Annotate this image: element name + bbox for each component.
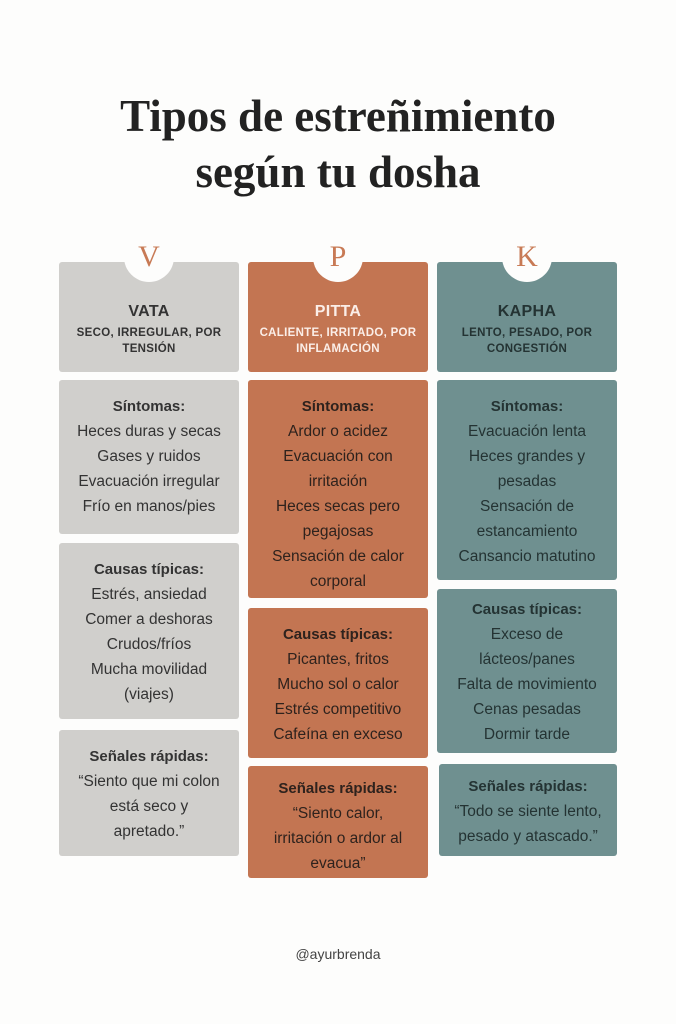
quote-line: “Siento que mi colon bbox=[78, 773, 220, 790]
dosha-description: SECO, IRREGULAR, POR TENSIÓN bbox=[76, 327, 222, 355]
senales-heading: Señales rápidas: bbox=[468, 778, 588, 795]
senales-heading: Señales rápidas: bbox=[89, 748, 209, 765]
letter-badge-vata: V bbox=[124, 232, 174, 282]
list-item: Evacuación lenta bbox=[467, 423, 587, 440]
causas-card-pitta bbox=[248, 608, 428, 758]
header-card-pitta bbox=[248, 240, 428, 372]
causas-heading: Causas típicas: bbox=[471, 601, 583, 618]
quote-line: “Todo se siente lento, bbox=[454, 803, 602, 820]
title-line-1: Tipos de estreñimiento bbox=[120, 91, 556, 141]
dosha-name: VATA bbox=[128, 303, 170, 320]
title-line-2: según tu dosha bbox=[195, 147, 481, 197]
list-item: estancamiento bbox=[476, 523, 578, 540]
list-item: Cenas pesadas bbox=[473, 701, 581, 718]
list-item: irritación bbox=[308, 473, 368, 490]
list-item: Ardor o acidez bbox=[288, 423, 388, 440]
senales-card-kapha bbox=[439, 764, 617, 856]
dosha-name: PITTA bbox=[314, 303, 362, 320]
list-item: Dormir tarde bbox=[483, 726, 571, 743]
list-item: corporal bbox=[310, 573, 366, 590]
quote-line: está seco y bbox=[109, 798, 189, 815]
list-item: Comer a deshoras bbox=[85, 611, 213, 628]
sintomas-heading: Síntomas: bbox=[301, 398, 375, 415]
sintomas-card-kapha bbox=[437, 380, 617, 580]
list-item: Crudos/fríos bbox=[106, 636, 192, 653]
list-item: Cafeína en exceso bbox=[273, 726, 403, 743]
senales-card-vata bbox=[59, 730, 239, 856]
quote-line: evacua” bbox=[310, 855, 366, 872]
quote-line: irritación o ardor al bbox=[273, 830, 403, 847]
list-item: Heces secas pero bbox=[275, 498, 401, 515]
page-title bbox=[0, 88, 676, 200]
list-item: Frío en manos/pies bbox=[82, 498, 216, 515]
list-item: Exceso de bbox=[490, 626, 564, 643]
dosha-description: LENTO, PESADO, POR CONGESTIÓN bbox=[461, 327, 593, 355]
list-item: pegajosas bbox=[302, 523, 374, 540]
sintomas-heading: Síntomas: bbox=[490, 398, 564, 415]
sintomas-card-vata bbox=[59, 380, 239, 534]
letter-badge-pitta: P bbox=[313, 232, 363, 282]
list-item: lácteos/panes bbox=[479, 651, 575, 668]
list-item: Evacuación con bbox=[283, 448, 393, 465]
senales-card-pitta bbox=[248, 766, 428, 878]
causas-card-kapha bbox=[437, 589, 617, 753]
list-item: Heces duras y secas bbox=[77, 423, 221, 440]
list-item: Gases y ruidos bbox=[97, 448, 201, 465]
author-handle: @ayurbrenda bbox=[295, 946, 381, 962]
quote-line: apretado.” bbox=[113, 823, 185, 840]
quote-line: “Siento calor, bbox=[292, 805, 384, 822]
causas-heading: Causas típicas: bbox=[93, 561, 205, 578]
list-item: Evacuación irregular bbox=[78, 473, 220, 490]
list-item: Falta de movimiento bbox=[457, 676, 597, 693]
list-item: Estrés competitivo bbox=[274, 701, 402, 718]
sintomas-card-pitta bbox=[248, 380, 428, 598]
list-item: Sensación de calor bbox=[272, 548, 404, 565]
list-item: (viajes) bbox=[124, 686, 174, 703]
list-item: Heces grandes y bbox=[468, 448, 586, 465]
letter-badge-kapha: K bbox=[502, 232, 552, 282]
header-card-kapha bbox=[437, 240, 617, 372]
dosha-description: CALIENTE, IRRITADO, POR INFLAMACIÓN bbox=[259, 327, 417, 355]
list-item: pesadas bbox=[497, 473, 557, 490]
list-item: Cansancio matutino bbox=[458, 548, 596, 565]
causas-heading: Causas típicas: bbox=[282, 626, 394, 643]
causas-card-vata bbox=[59, 543, 239, 719]
list-item: Estrés, ansiedad bbox=[91, 586, 207, 603]
quote-line: pesado y atascado.” bbox=[458, 828, 598, 845]
senales-heading: Señales rápidas: bbox=[278, 780, 398, 797]
header-card-vata bbox=[59, 240, 239, 372]
list-item: Mucho sol o calor bbox=[277, 676, 399, 693]
list-item: Mucha movilidad bbox=[90, 661, 208, 678]
list-item: Picantes, fritos bbox=[287, 651, 389, 668]
list-item: Sensación de bbox=[480, 498, 574, 515]
sintomas-heading: Síntomas: bbox=[112, 398, 186, 415]
dosha-name: KAPHA bbox=[497, 303, 557, 320]
